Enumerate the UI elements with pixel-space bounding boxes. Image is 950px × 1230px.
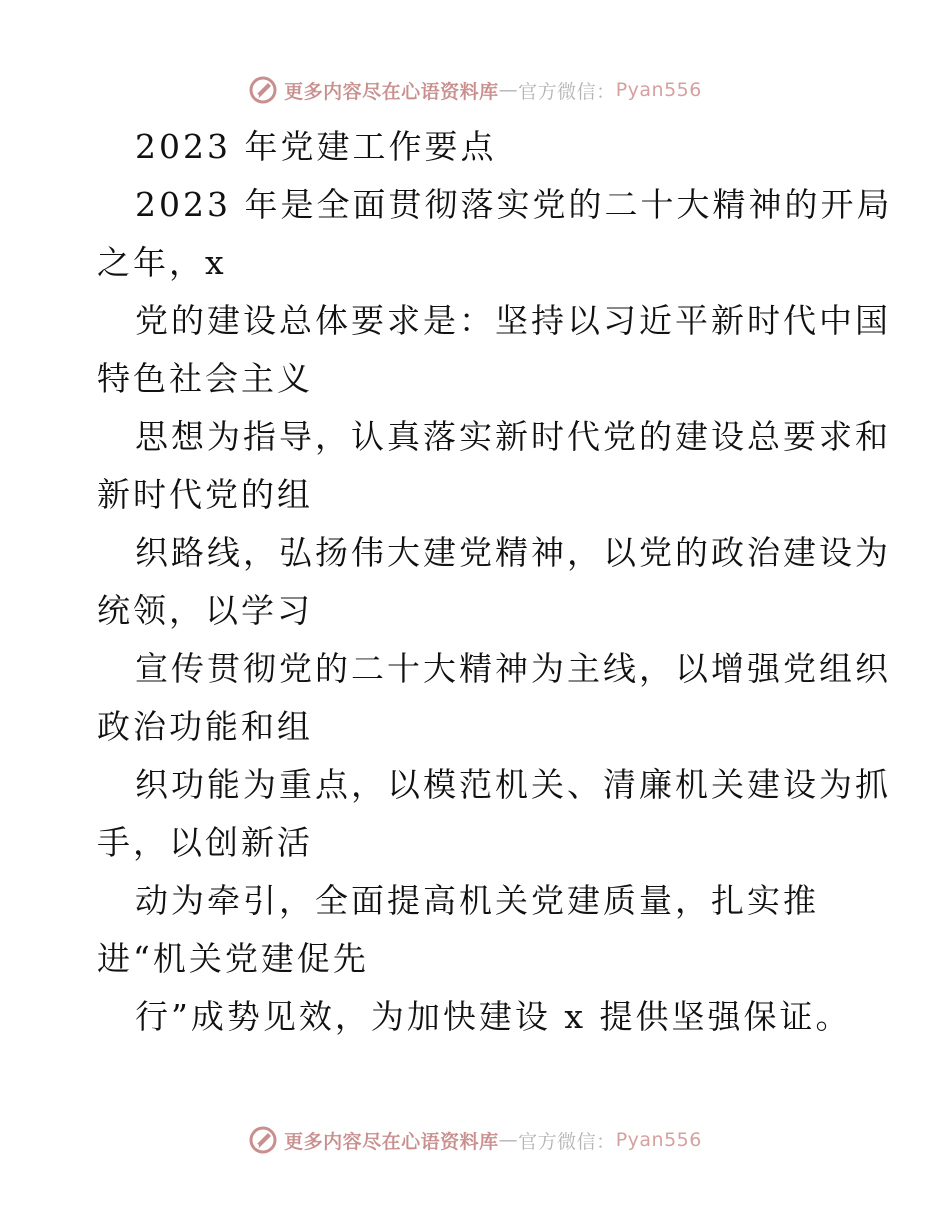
paragraph-line: 统领，以学习 bbox=[97, 591, 313, 630]
watermark-wechat-id: Pyan556 bbox=[615, 1129, 702, 1151]
paragraph-line: 党的建设总体要求是：坚持以习近平新时代中国 bbox=[135, 301, 891, 340]
watermark-main-text: 更多内容尽在心语资料库 bbox=[284, 1130, 499, 1153]
logo-icon bbox=[248, 75, 278, 105]
watermark-header bbox=[0, 70, 950, 110]
paragraph-line: 之年，x bbox=[97, 243, 227, 282]
paragraph-line: 特色社会主义 bbox=[97, 359, 313, 398]
logo-icon bbox=[248, 1125, 278, 1155]
paragraph-line: 新时代党的组 bbox=[97, 475, 313, 514]
paragraph-line: 政治功能和组 bbox=[97, 707, 313, 746]
watermark-footer bbox=[0, 1120, 950, 1160]
paragraph-line: 动为牵引，全面提高机关党建质量，扎实推 bbox=[135, 881, 819, 920]
paragraph-line: 行”成势见效，为加快建设 x 提供坚强保证。 bbox=[135, 997, 852, 1036]
document-title: 2023 年党建工作要点 bbox=[135, 127, 497, 166]
paragraph-line: 手，以创新活 bbox=[97, 823, 313, 862]
paragraph-line: 2023 年是全面贯彻落实党的二十大精神的开局 bbox=[135, 185, 893, 224]
watermark-main-text: 更多内容尽在心语资料库 bbox=[284, 80, 499, 103]
paragraph-line: 织路线，弘扬伟大建党精神，以党的政治建设为 bbox=[135, 533, 891, 572]
document-body bbox=[97, 118, 893, 1046]
watermark-wechat-label: 官方微信： bbox=[518, 80, 616, 103]
watermark-wechat-id: Pyan556 bbox=[615, 79, 702, 101]
watermark-separator: — bbox=[498, 1129, 519, 1151]
paragraph-line: 织功能为重点，以模范机关、清廉机关建设为抓 bbox=[135, 765, 891, 804]
watermark-wechat-label: 官方微信： bbox=[518, 1130, 616, 1153]
paragraph-line: 思想为指导，认真落实新时代党的建设总要求和 bbox=[135, 417, 891, 456]
paragraph-line: 进“机关党建促先 bbox=[97, 939, 369, 978]
watermark-separator: — bbox=[498, 79, 519, 101]
paragraph-line: 宣传贯彻党的二十大精神为主线，以增强党组织 bbox=[135, 649, 891, 688]
